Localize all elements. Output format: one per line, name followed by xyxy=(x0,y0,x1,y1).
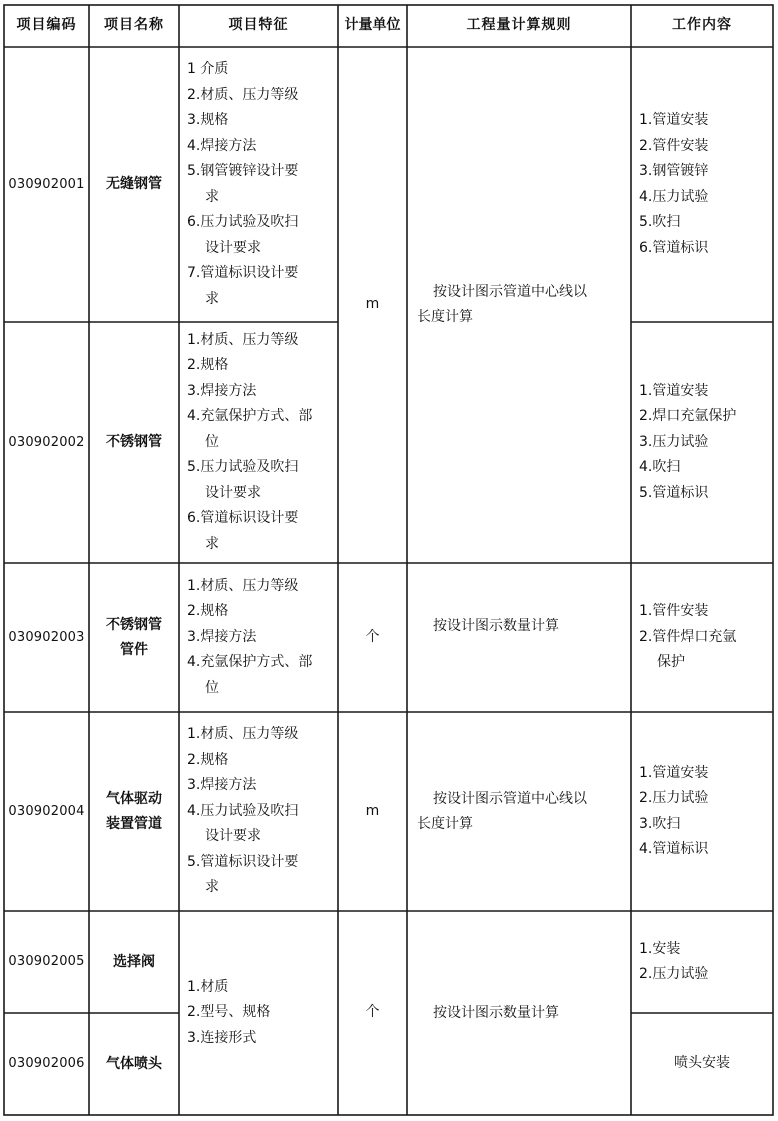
row-5-work xyxy=(631,911,773,1013)
row-3-features xyxy=(179,563,338,712)
row-4-unit: m xyxy=(365,802,380,819)
row-4-name xyxy=(89,712,179,911)
header-work: 工作内容 xyxy=(672,17,732,34)
row-2-work xyxy=(631,322,773,563)
row-1-code: 030902001 xyxy=(8,176,85,192)
rule-line: 长度计算 xyxy=(417,815,473,832)
row-2-name: 不锈钢管 xyxy=(106,434,162,450)
row-3-rule xyxy=(407,563,631,712)
work-line: 5.管道标识 xyxy=(639,484,709,501)
work-line: 4.吹扫 xyxy=(639,459,681,476)
feature-line: 1 介质 xyxy=(187,61,229,77)
row-2-code: 030902002 xyxy=(8,434,85,450)
work-line: 1.管道安装 xyxy=(639,382,709,399)
row-3-work xyxy=(631,563,773,712)
work-line: 1.管件安装 xyxy=(639,603,709,620)
work-line: 3.钢管镀锌 xyxy=(639,163,709,179)
work-line: 1.管道安装 xyxy=(639,764,709,781)
work-line: 4.管道标识 xyxy=(639,841,709,857)
work-line: 1.管道安装 xyxy=(639,112,709,128)
feature-line: 设计要求 xyxy=(205,484,261,501)
feature-line: 设计要求 xyxy=(205,239,261,256)
feature-line: 4.压力试验及吹扫 xyxy=(187,802,299,819)
rows-5-6-rule xyxy=(407,911,631,1115)
name-line: 不锈钢管 xyxy=(106,616,162,633)
feature-line: 求 xyxy=(205,535,219,552)
row-3-name xyxy=(89,563,179,712)
row-1-work xyxy=(631,47,773,322)
rows-5-6-unit: 个 xyxy=(365,1004,380,1021)
header-name: 项目名称 xyxy=(104,17,164,34)
work-line: 2.管件安装 xyxy=(639,137,709,154)
rows-5-6-features xyxy=(179,911,338,1115)
row-6-work xyxy=(631,1013,773,1115)
feature-line: 2.型号、规格 xyxy=(187,1004,271,1021)
feature-line: 4.焊接方法 xyxy=(187,137,257,154)
name-line: 管件 xyxy=(120,641,148,658)
row-1-features xyxy=(179,47,338,322)
name-line: 气体驱动 xyxy=(106,790,162,807)
feature-line: 6.压力试验及吹扫 xyxy=(187,214,299,230)
feature-line: 2.材质、压力等级 xyxy=(187,86,299,103)
feature-line: 3.焊接方法 xyxy=(187,628,257,645)
rows-1-2-rule xyxy=(407,47,631,563)
header-rule: 工程量计算规则 xyxy=(466,17,572,34)
work-line: 3.压力试验 xyxy=(639,433,709,450)
header-features: 项目特征 xyxy=(228,17,289,34)
row-5-name: 选择阀 xyxy=(113,953,155,970)
rows-1-2-unit: m xyxy=(365,296,380,313)
row-1-name: 无缝钢管 xyxy=(106,176,162,192)
feature-line: 5.钢管镀锌设计要 xyxy=(187,163,299,179)
work-line: 喷头安装 xyxy=(674,1055,730,1072)
feature-line: 5.管道标识设计要 xyxy=(187,853,299,870)
header-unit: 计量单位 xyxy=(344,17,401,34)
feature-line: 求 xyxy=(205,290,219,307)
work-line: 1.安装 xyxy=(639,940,681,957)
rule-line: 按设计图示管道中心线以 xyxy=(433,790,587,807)
row-4-code: 030902004 xyxy=(8,803,85,819)
work-line: 保护 xyxy=(657,654,685,671)
feature-line: 3.焊接方法 xyxy=(187,382,257,399)
feature-line: 求 xyxy=(205,188,219,205)
work-line: 6.管道标识 xyxy=(639,239,709,256)
work-line: 2.管件焊口充氩 xyxy=(639,628,737,645)
feature-line: 4.充氩保护方式、部 xyxy=(187,408,313,425)
feature-line: 1.材质、压力等级 xyxy=(187,577,299,594)
rule-line: 按设计图示管道中心线以 xyxy=(433,284,587,300)
feature-line: 7.管道标识设计要 xyxy=(187,265,299,281)
feature-line: 3.焊接方法 xyxy=(187,777,257,794)
row-6-name: 气体喷头 xyxy=(106,1055,162,1072)
rule-line: 按设计图示数量计算 xyxy=(433,1004,559,1021)
row-4-rule xyxy=(407,712,631,911)
feature-line: 1.材质、压力等级 xyxy=(187,726,299,743)
row-2-features xyxy=(179,322,338,563)
feature-line: 3.连接形式 xyxy=(187,1029,257,1046)
row-5-code: 030902005 xyxy=(8,954,85,970)
feature-line: 设计要求 xyxy=(205,828,261,845)
feature-line: 2.规格 xyxy=(187,603,229,620)
header-code: 项目编码 xyxy=(16,17,77,34)
feature-line: 位 xyxy=(205,433,219,450)
work-line: 2.焊口充氩保护 xyxy=(639,408,737,425)
feature-line: 6.管道标识设计要 xyxy=(187,510,299,527)
feature-line: 位 xyxy=(205,679,219,696)
feature-line: 1.材质 xyxy=(187,978,229,995)
work-line: 3.吹扫 xyxy=(639,815,681,832)
feature-line: 1.材质、压力等级 xyxy=(187,331,299,348)
feature-line: 求 xyxy=(205,879,219,896)
row-3-code: 030902003 xyxy=(8,629,85,645)
feature-line: 3.规格 xyxy=(187,112,229,128)
work-line: 5.吹扫 xyxy=(639,214,681,230)
rule-line: 长度计算 xyxy=(417,309,473,325)
row-6-code: 030902006 xyxy=(8,1056,85,1072)
work-line: 2.压力试验 xyxy=(639,966,709,982)
feature-line: 2.规格 xyxy=(187,357,229,374)
name-line: 装置管道 xyxy=(106,815,162,832)
work-line: 2.压力试验 xyxy=(639,790,709,806)
feature-line: 2.规格 xyxy=(187,751,229,768)
feature-line: 4.充氩保护方式、部 xyxy=(187,654,313,671)
row-4-features xyxy=(179,712,338,911)
feature-line: 5.压力试验及吹扫 xyxy=(187,459,299,476)
row-3-unit: 个 xyxy=(365,628,380,645)
row-4-work xyxy=(631,712,773,911)
rule-line: 按设计图示数量计算 xyxy=(433,618,559,634)
work-line: 4.压力试验 xyxy=(639,188,709,205)
